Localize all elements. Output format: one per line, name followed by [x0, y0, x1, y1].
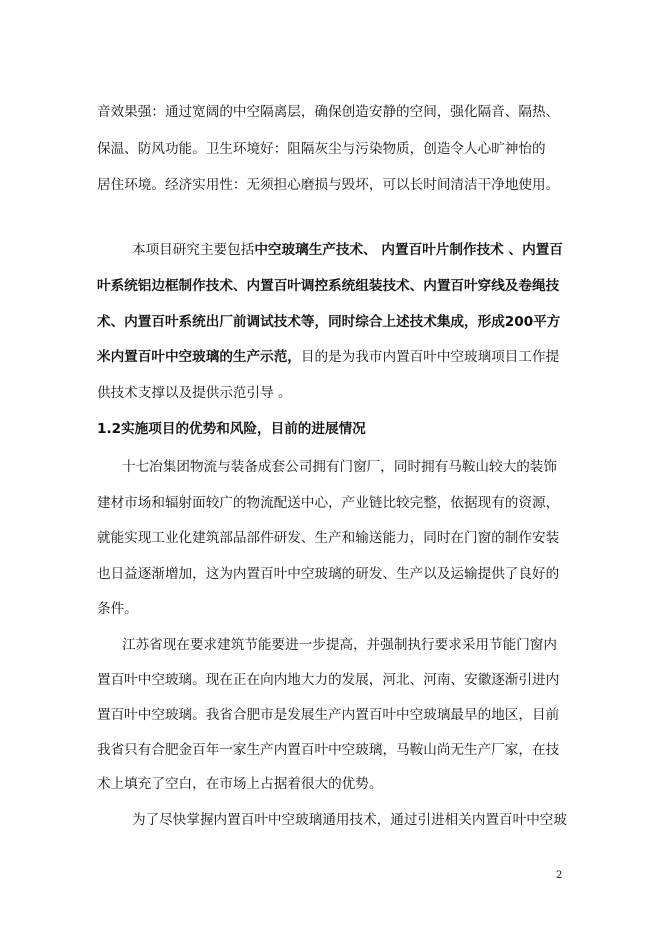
text-line: 居住环境。经济实用性：无须担心磨损与毁坏，可以长时间清洁干净地使用。 — [97, 177, 560, 193]
text-run: 目的是为我市内置百叶中空玻璃项目工作提 — [300, 349, 560, 365]
text-line: 为了尽快掌握内置百叶中空玻璃通用技术，通过引进相关内置百叶中空玻 — [132, 812, 567, 828]
page-number: 2 — [556, 870, 563, 881]
text-line: 置百叶中空玻璃。我省合肥市是发展生产内置百叶中空玻璃最早的地区，目前 — [97, 707, 560, 723]
text-line: 就能实现工业化建筑部品部件研发、生产和输送能力，同时在门窗的制作安装 — [97, 530, 560, 546]
text-line: 江苏省现在要求建筑节能要进一步提高，并强制执行要求采用节能门窗内 — [122, 637, 557, 653]
text-line: 术、内置百叶系统出厂前调试技术等，同时综合上述技术集成，形成200平方 — [97, 314, 561, 330]
text-line — [132, 241, 563, 259]
text-run: 本项目研究主要包括 — [132, 242, 255, 258]
text-line: 术上填充了空白，在市场上占据着很大的优势。 — [97, 776, 383, 792]
text-run-bold: 米内置百叶中空玻璃的生产示范， — [97, 349, 301, 365]
text-line: 十七冶集团物流与装备成套公司拥有门窗厂，同时拥有马鞍山较大的装饰 — [122, 459, 557, 475]
text-line — [97, 348, 559, 366]
text-line: 音效果强：通过宽阔的中空隔离层，确保创造安静的空间，强化隔音、隔热、 — [97, 104, 560, 120]
text-run-bold: 中空玻璃生产技术、 内置百叶片制作技术 、内置百 — [254, 242, 563, 258]
text-line: 也日益逐渐增加，这为内置百叶中空玻璃的研发、生产以及运输提供了良好的 — [97, 566, 560, 582]
text-line: 供技术支撑以及提供示范引导 。 — [97, 385, 292, 401]
text-line: 我省只有合肥金百年一家生产内置百叶中空玻璃，马鞍山尚无生产厂家，在技 — [97, 742, 560, 758]
text-line: 保温、防风功能。卫生环境好：阻隔灰尘与污染物质，创造令人心旷神怡的 — [97, 141, 546, 157]
text-line: 建材市场和辐射面较广的物流配送中心，产业链比较完整，依据现有的资源， — [97, 495, 560, 511]
text-line: 叶系统铝边框制作技术、内置百叶调控系统组装技术、内置百叶穿线及卷绳技 — [97, 278, 560, 294]
text-line: 置百叶中空玻璃。现在正在向内地大力的发展，河北、河南、安徽逐渐引进内 — [97, 672, 560, 688]
text-line: 条件。 — [97, 601, 138, 617]
section-heading: 1.2实施项目的优势和风险，目前的进展情况 — [97, 421, 366, 437]
